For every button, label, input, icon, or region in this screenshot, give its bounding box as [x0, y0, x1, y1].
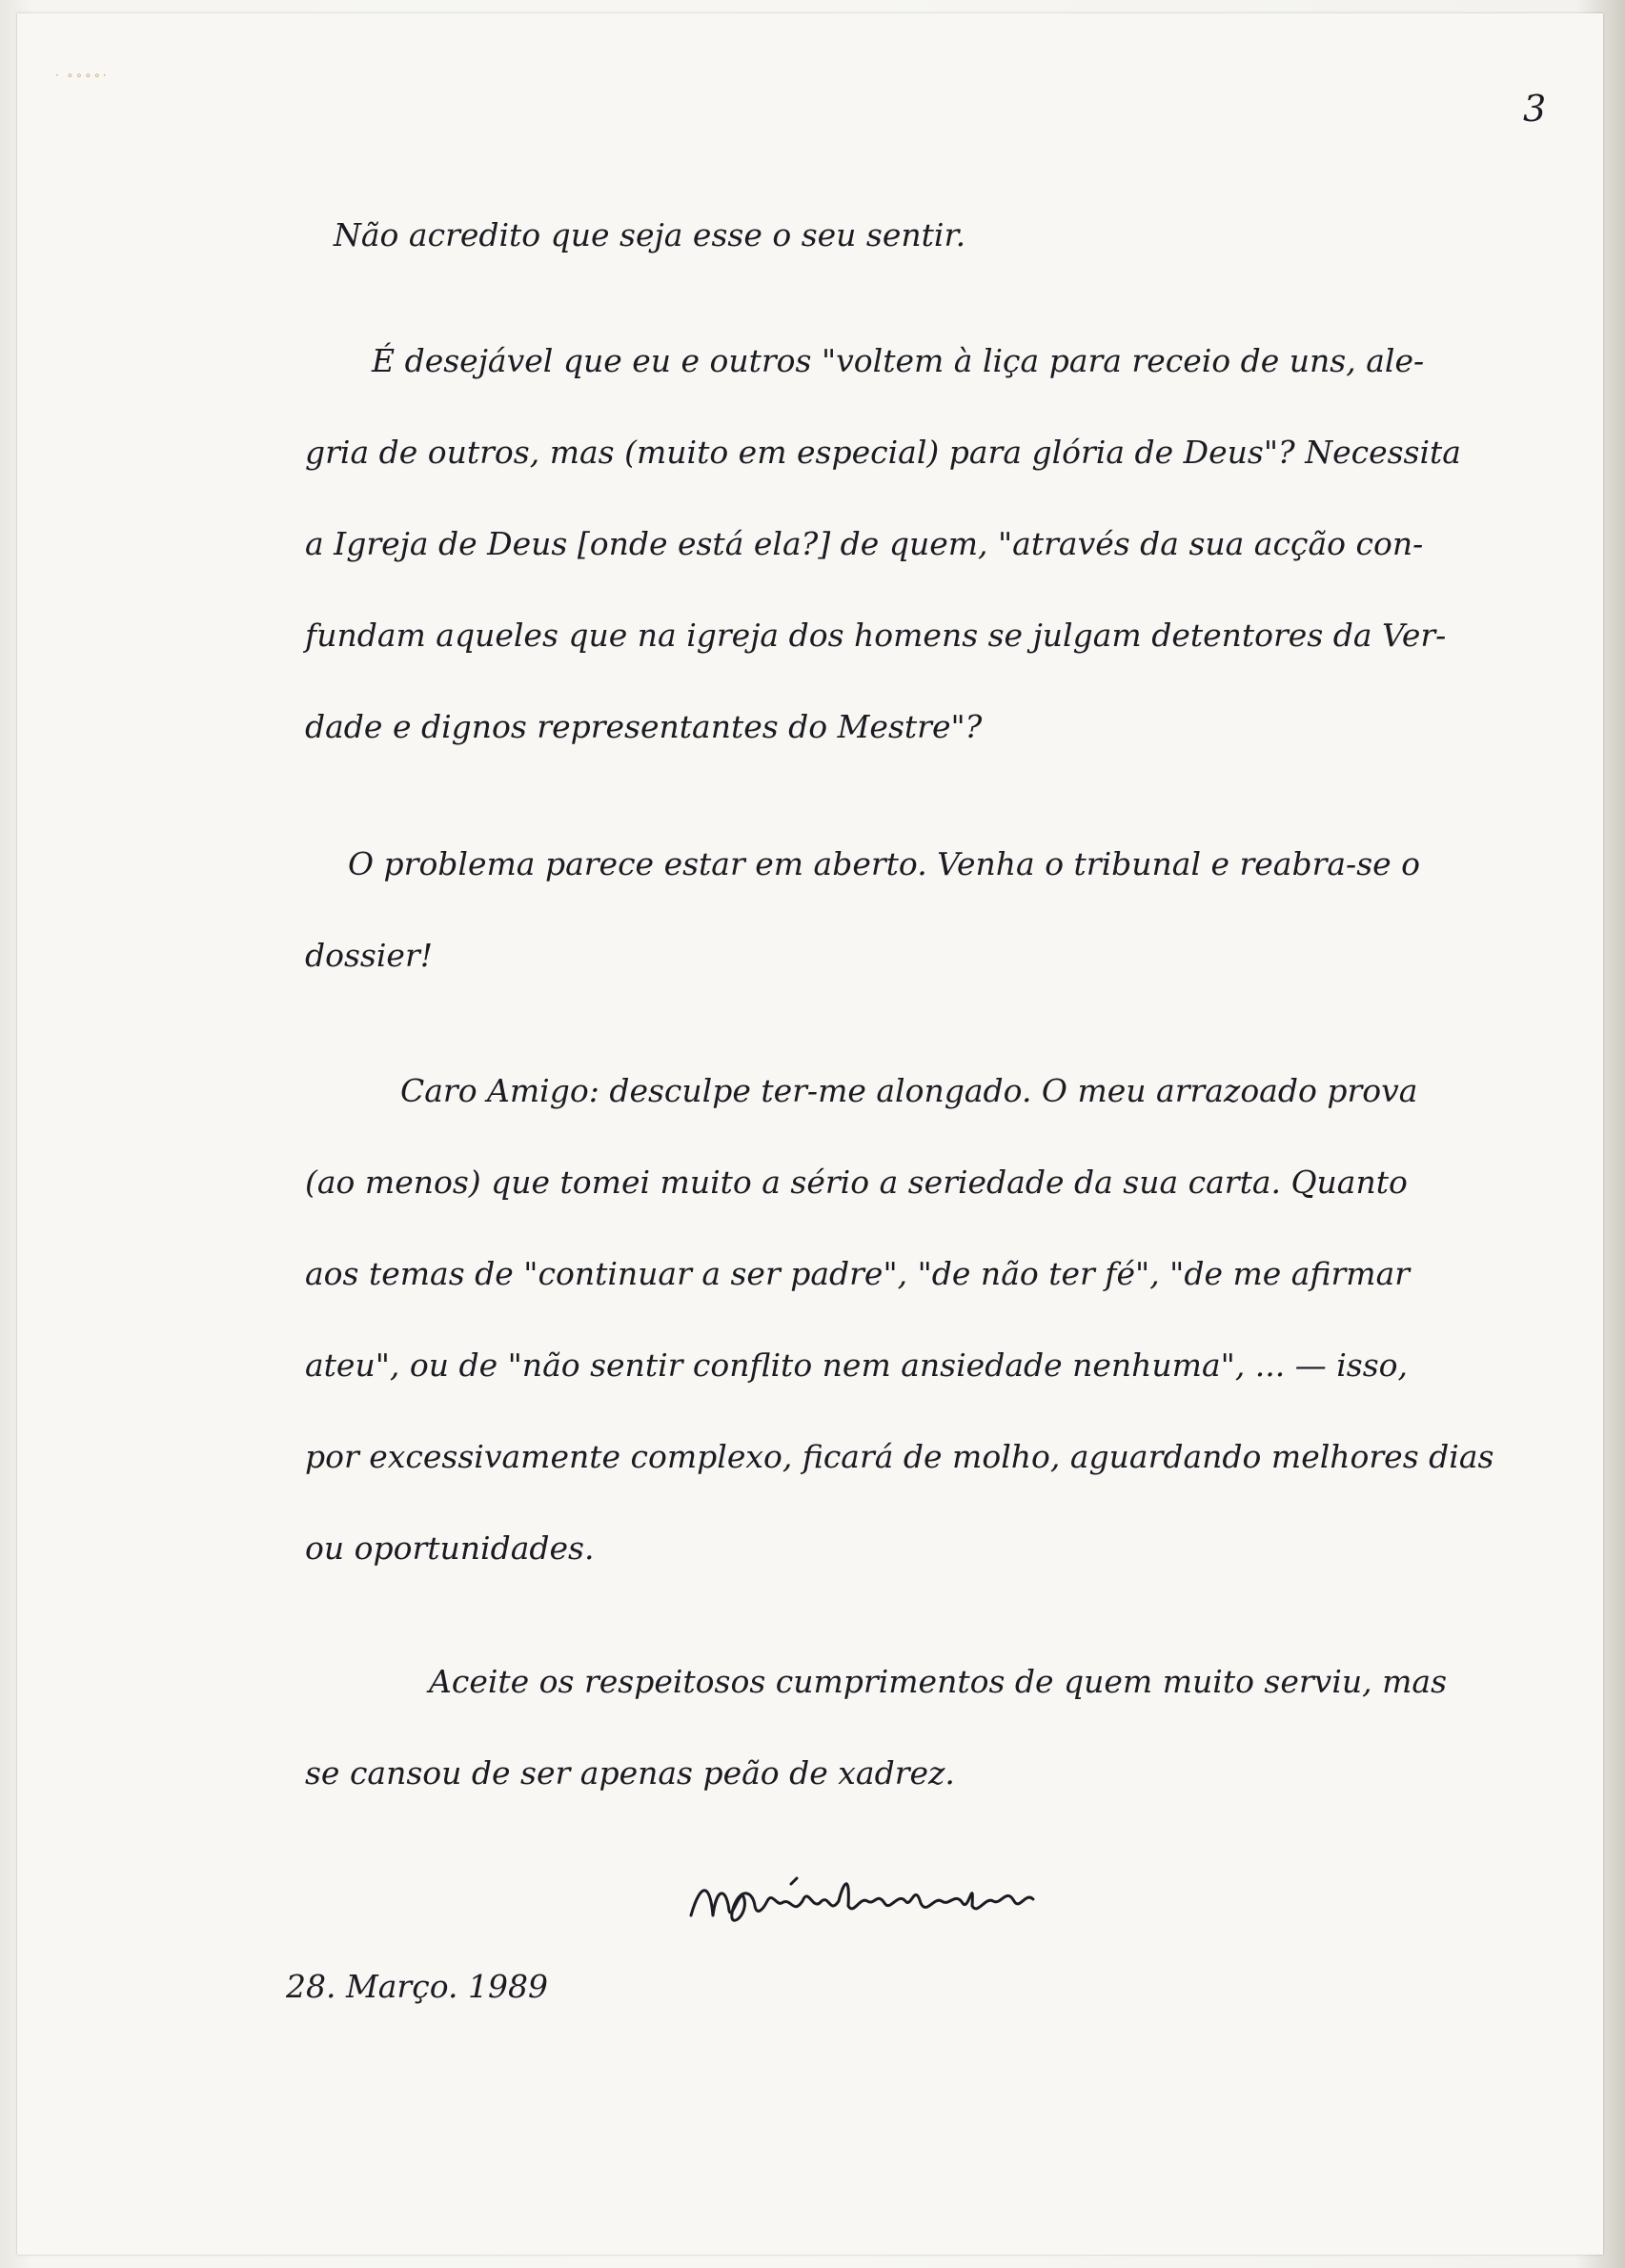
letter-line: ateu", ou de "não sentir conflito nem ansiedade nenhuma", ... — isso, [305, 1347, 1409, 1384]
letter-line: Aceite os respeitosos cumprimentos de quem muito serviu, mas [429, 1663, 1448, 1700]
letter-line: É desejável que eu e outros "voltem à liça para receio de uns, ale- [372, 342, 1425, 379]
letter-line: por excessivamente complexo, ficará de molho, aguardando melhores dias [305, 1438, 1494, 1475]
letter-line: dossier! [305, 937, 433, 974]
letter-line: a Igreja de Deus [onde está ela?] de quem, "através da sua acção con- [305, 525, 1424, 562]
letter-line: aos temas de "continuar a ser padre", "de não ter fé", "de me afirmar [305, 1255, 1411, 1292]
letter-line: dade e dignos representantes do Mestre"? [305, 708, 983, 745]
letter-line: O problema parece estar em aberto. Venha o tribunal e reabra-se o [348, 845, 1421, 882]
letter-line: fundam aqueles que na igreja dos homens se julgam detentores da Ver- [305, 617, 1447, 654]
letter-line: gria de outros, mas (muito em especial) para glória de Deus"? Necessita [305, 434, 1461, 471]
signature-scribble [686, 1863, 1067, 1939]
letter-line: (ao menos) que tomei muito a sério a seriedade da sua carta. Quanto [305, 1164, 1408, 1201]
page-number: 3 [1523, 88, 1547, 130]
letter-line: Caro Amigo: desculpe ter-me alongado. O meu arrazoado prova [400, 1072, 1418, 1109]
handwritten-signature [686, 1863, 1067, 1939]
paper-stain: · ∘∘∘∘· [55, 69, 109, 82]
letter-line: se cansou de ser apenas peão de xadrez. [305, 1754, 955, 1792]
letter-line: Não acredito que seja esse o seu sentir. [334, 216, 966, 253]
letter-date: 28. Março. 1989 [286, 1968, 548, 2005]
letter-line: ou oportunidades. [305, 1529, 595, 1567]
